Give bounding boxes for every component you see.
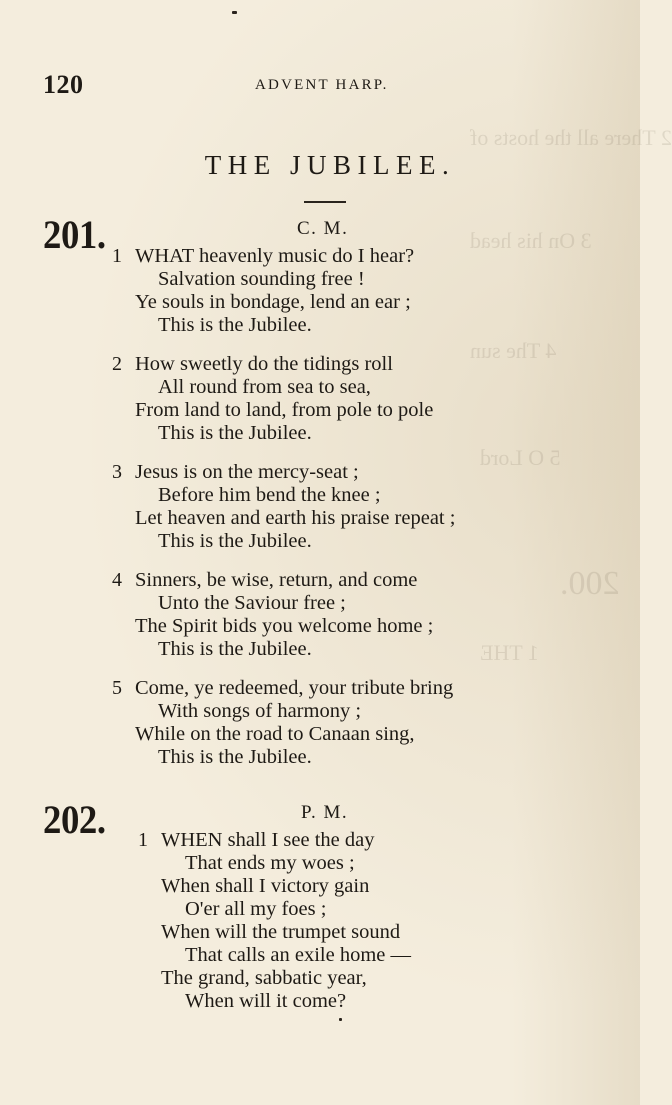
verse-line: When will it come? — [185, 990, 347, 1012]
verse-line: This is the Jubilee. — [158, 422, 312, 444]
verse-line: This is the Jubilee. — [158, 638, 312, 660]
hymn-number: 202. — [43, 797, 106, 842]
hymn-meter: C. M. — [297, 218, 349, 239]
verse-number: 3 — [112, 461, 122, 483]
verse-number: 2 — [112, 353, 122, 375]
verse-line: Come, ye redeemed, your tribute bring — [135, 677, 454, 699]
hymn-meter: P. M. — [301, 802, 349, 823]
show-through-texture: 200. — [560, 565, 620, 602]
running-head: ADVENT HARP. — [255, 77, 389, 93]
verse-line: The Spirit bids you welcome home ; — [135, 615, 434, 637]
title-rule — [304, 201, 346, 203]
verse-number: 1 — [112, 245, 122, 267]
verse-line: Jesus is on the mercy-seat ; — [135, 461, 359, 483]
section-title: THE JUBILEE. — [204, 150, 456, 180]
verse-line: All round from sea to sea, — [158, 376, 371, 398]
print-mark — [339, 1018, 342, 1021]
verse-line: When will the trumpet sound — [161, 921, 401, 943]
verse-line: WHEN shall I see the day — [161, 829, 375, 851]
print-mark — [232, 11, 237, 14]
verse-number: 4 — [112, 569, 122, 591]
verse-line: Salvation sounding free ! — [158, 268, 365, 290]
verse-line: This is the Jubilee. — [158, 746, 312, 768]
show-through-texture: 1 THE — [480, 640, 539, 665]
verse-line: When shall I victory gain — [161, 875, 370, 897]
verse-line: With songs of harmony ; — [158, 700, 362, 722]
verse-line: How sweetly do the tidings roll — [135, 353, 393, 375]
verse-line: Ye souls in bondage, lend an ear ; — [135, 291, 411, 313]
verse-line: Unto the Saviour free ; — [158, 592, 346, 614]
show-through-texture: 4 The sun — [470, 338, 557, 363]
verse-line: That ends my woes ; — [185, 852, 355, 874]
verse-line: The grand, sabbatic year, — [161, 967, 367, 989]
verse-line: This is the Jubilee. — [158, 530, 312, 552]
show-through-texture: 5 O Lord — [480, 445, 561, 470]
show-through-texture: 3 On his head — [470, 228, 592, 253]
verse-line: Before him bend the knee ; — [158, 484, 381, 506]
show-through-texture: 2 There all the hosts of — [470, 125, 672, 150]
verse-line: Sinners, be wise, return, and come — [135, 569, 418, 591]
verse-line: That calls an exile home — — [185, 944, 411, 966]
verse-number: 5 — [112, 677, 122, 699]
verse-line: WHAT heavenly music do I hear? — [135, 245, 415, 267]
verse-number: 1 — [138, 829, 148, 851]
hymn-number: 201. — [43, 212, 106, 257]
verse-line: While on the road to Canaan sing, — [135, 723, 415, 745]
verse-line: Let heaven and earth his praise repeat ; — [135, 507, 456, 529]
page-number: 120 — [43, 70, 84, 99]
verse-line: From land to land, from pole to pole — [135, 399, 434, 421]
verse-line: O'er all my foes ; — [185, 898, 327, 920]
verse-line: This is the Jubilee. — [158, 314, 312, 336]
